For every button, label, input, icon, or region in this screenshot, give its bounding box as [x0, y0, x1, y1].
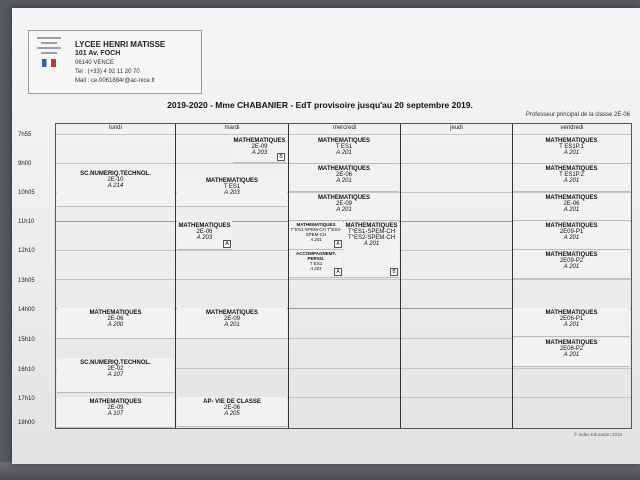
course-group: 2E-06 [196, 229, 213, 235]
course-room: A 201 [563, 322, 580, 328]
course-room: A 201 [563, 150, 580, 156]
course-block[interactable] [57, 169, 174, 207]
course-group: T ES1 [309, 261, 323, 266]
time-label: 14h00 [18, 307, 35, 313]
course-group: 2E-09 [223, 316, 240, 322]
course-group: 2E-06 [335, 172, 352, 178]
footer-credit: © Index Education 2018 [573, 432, 622, 437]
course-group: 2E06-P1 [559, 316, 584, 322]
course-subject: MATHEMATIQUES [296, 222, 336, 227]
course-room: A 203 [251, 150, 268, 156]
time-label: 12h10 [18, 248, 35, 254]
course-subject: MATHEMATIQUES [317, 138, 371, 144]
course-block[interactable] [233, 136, 286, 163]
course-subject: MATHEMATIQUES [317, 166, 371, 172]
course-block[interactable] [513, 221, 630, 250]
course-subject: MATHEMATIQUES [545, 310, 598, 316]
course-subject: MATHEMATIQUES [317, 195, 371, 201]
course-group: T°ES1-SPEM-CH T°ES2-SPEM-CH [290, 227, 342, 237]
course-block[interactable] [57, 358, 174, 393]
course-room: A 201 [310, 237, 322, 242]
course-block[interactable] [513, 136, 630, 164]
course-subject: MATHEMATIQUES [545, 195, 598, 201]
course-room: A 201 [563, 207, 580, 213]
course-block[interactable] [513, 164, 630, 192]
course-subject: MATHEMATIQUES [545, 223, 598, 229]
course-room: A 201 [336, 207, 352, 213]
course-room: A 201 [363, 241, 380, 247]
course-room: A 205 [224, 411, 240, 417]
course-block[interactable] [513, 250, 630, 279]
course-group: 2E09-P2 [559, 258, 584, 264]
course-block[interactable] [513, 308, 630, 337]
course-subject: MATHEMATIQUES [205, 310, 259, 316]
course-block[interactable] [344, 221, 399, 278]
course-room: A 201 [563, 264, 580, 270]
course-subject: MATHEMATIQUES [233, 138, 286, 144]
course-block[interactable] [513, 193, 630, 221]
course-room: A 214 [107, 183, 124, 189]
week-flag: A [334, 240, 342, 248]
course-group: 2E-06 [223, 405, 240, 411]
day-header-vendredi: vendredi [560, 125, 584, 131]
course-block[interactable] [57, 397, 174, 428]
principal-teacher-note: Professeur principal de la classe 2E-06 [525, 112, 630, 118]
course-block[interactable] [177, 308, 287, 339]
course-room: A 201 [224, 322, 240, 328]
course-group: T ES1P.2 [559, 172, 584, 178]
school-phone: Tel : (+33) 4 92 11 20 70 [75, 69, 140, 75]
timetable-title: 2019-2020 - Mme CHABANIER - EdT provisoire jusqu'au 20 septembre 2019. [167, 100, 473, 110]
course-subject: AP- VIE DE CLASSE [203, 399, 261, 405]
course-room: A 201 [563, 352, 580, 358]
course-group: 2E-06 [107, 316, 124, 322]
course-room: A 107 [107, 372, 124, 378]
course-subject: MATHEMATIQUES [178, 223, 231, 229]
course-subject: MATHEMATIQUES [545, 340, 598, 346]
course-group: T ES1P.1 [559, 144, 584, 150]
course-group: 2E-10 [107, 177, 124, 183]
course-group: 2E-02 [107, 366, 124, 372]
time-label: 16h10 [18, 367, 35, 373]
course-room: A 201 [336, 150, 352, 156]
time-label: 9h00 [18, 161, 32, 167]
course-subject: MATHEMATIQUES [89, 399, 142, 405]
week-flag: A [223, 240, 231, 248]
course-block[interactable] [177, 397, 287, 427]
course-group: 2E-09 [251, 144, 268, 150]
table-surface [0, 462, 640, 480]
course-subject: SC.NUMERIQ.TECHNOL. [80, 171, 151, 177]
course-subject: ACCOMPAGNEMT. PERSO. [296, 251, 336, 261]
course-block[interactable] [289, 250, 343, 278]
course-subject: MATHEMATIQUES [345, 223, 398, 229]
time-label: 18h00 [18, 420, 35, 426]
course-block[interactable] [289, 164, 399, 192]
week-flag: A [334, 268, 342, 276]
day-header-mardi: mardi [224, 125, 240, 131]
time-label: 10h05 [18, 190, 35, 196]
course-block[interactable] [289, 193, 399, 221]
course-block[interactable] [177, 176, 287, 207]
course-group: 2E09-P1 [559, 229, 584, 235]
course-subject: MATHEMATIQUES [545, 166, 598, 172]
course-room: A 203 [196, 235, 213, 241]
school-logo-icon [35, 37, 63, 79]
school-name: LYCEE HENRI MATISSE [75, 40, 166, 49]
course-room: A 200 [107, 322, 124, 328]
course-block[interactable] [289, 221, 343, 250]
day-header-lundi: lundi [109, 125, 122, 131]
course-group: T ES1 [335, 144, 353, 150]
school-email: Mail : ce.0061884r@ac-nice.fr [75, 78, 156, 84]
time-label: 15h10 [18, 337, 35, 343]
course-group: 2E-09 [107, 405, 124, 411]
course-block[interactable] [513, 338, 630, 367]
day-header-mercredi: mercredi [332, 125, 357, 131]
course-group: 2E-09 [335, 201, 352, 207]
course-block[interactable] [57, 308, 174, 339]
course-room: A 203 [224, 190, 240, 196]
timetable-grid [55, 123, 632, 429]
school-city: 06140 VENCE [75, 60, 115, 66]
school-header [28, 30, 202, 94]
course-group: 2E-06 [563, 201, 580, 207]
course-room: A 201 [563, 178, 580, 184]
week-flag: B [277, 153, 285, 161]
day-header-jeudi: jeudi [450, 125, 463, 131]
course-subject: SC.NUMERIQ.TECHNOL. [80, 360, 151, 366]
course-subject: MATHEMATIQUES [545, 252, 598, 258]
course-group: T ES1 [223, 184, 241, 190]
course-block[interactable] [289, 136, 399, 164]
time-label: 7h55 [18, 132, 32, 138]
course-group: T°ES1-SPEM-CH T°ES2-SPEM-CH [347, 229, 396, 241]
time-label: 11h10 [18, 219, 35, 225]
time-label: 17h10 [18, 396, 35, 402]
course-room: A 201 [563, 235, 580, 241]
school-address: 101 Av. FOCH [75, 50, 121, 57]
week-flag: B [390, 268, 398, 276]
course-subject: MATHEMATIQUES [205, 178, 259, 184]
course-subject: MATHEMATIQUES [545, 138, 598, 144]
course-room: A 107 [107, 411, 124, 417]
course-subject: MATHEMATIQUES [89, 310, 142, 316]
course-block[interactable] [177, 221, 232, 250]
course-group: 2E06-P2 [559, 346, 584, 352]
time-label: 13h05 [18, 278, 35, 284]
course-room: A 201 [310, 266, 322, 271]
course-room: A 201 [336, 178, 352, 184]
